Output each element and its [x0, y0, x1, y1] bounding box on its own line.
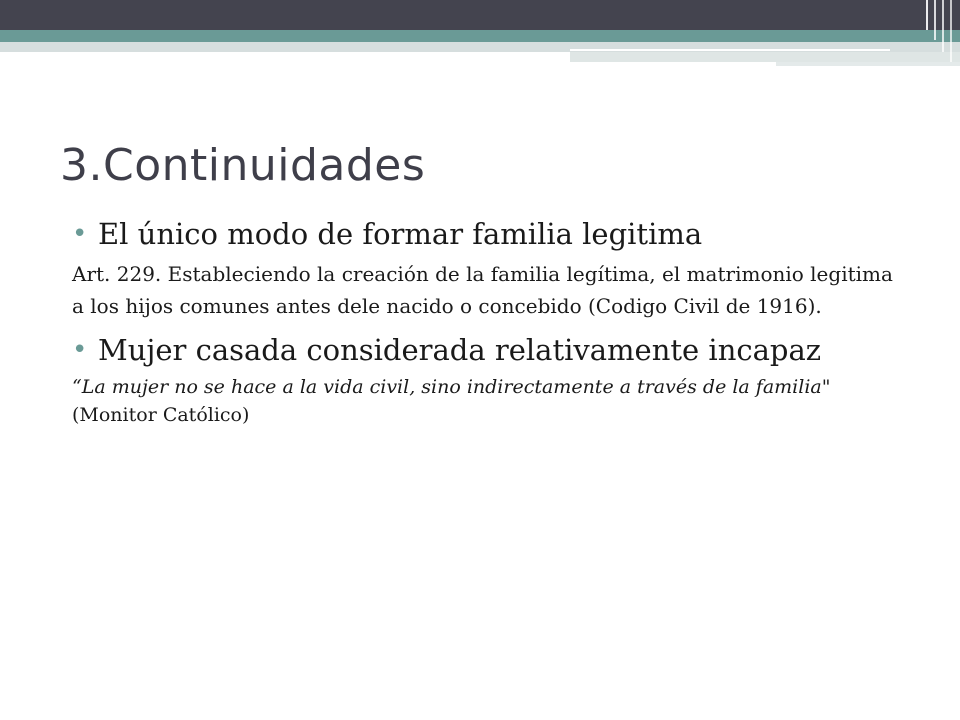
bullet-label: El único modo de formar familia legitima	[98, 217, 703, 251]
header-band-step	[570, 52, 960, 62]
bullet-item-1	[72, 216, 902, 252]
header-corner-lines	[920, 0, 960, 66]
slide-title: 3.Continuidades	[60, 140, 426, 191]
quote-source: (Monitor Católico)	[72, 404, 250, 426]
quote-text: “La mujer no se hace a la vida civil, sino indirectamente a través de la familia"	[72, 375, 831, 398]
header-divider-line	[570, 49, 890, 51]
slide-content	[72, 216, 902, 440]
bullet-item-2	[72, 332, 902, 368]
quote-paragraph	[72, 373, 902, 430]
bullet-icon: •	[72, 219, 88, 249]
header-band-dark	[0, 0, 960, 30]
bullet-icon: •	[72, 335, 88, 366]
header-band-teal	[0, 30, 960, 42]
bullet-label: Mujer casada considerada relativamente incapaz	[98, 333, 822, 368]
bullet-paragraph: Art. 229. Estableciendo la creación de la familia legítima, el matrimonio legitima a los hijos comunes antes dele nacido o concebido (Codigo Civil de 1916).	[72, 262, 893, 319]
